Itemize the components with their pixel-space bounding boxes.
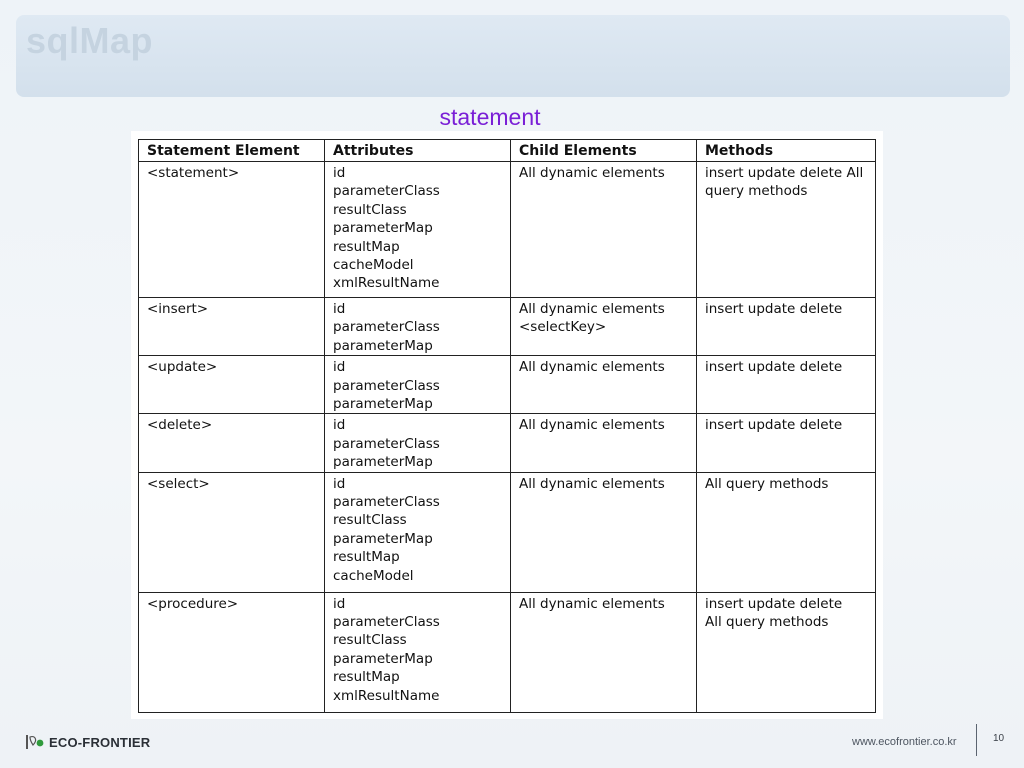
cell-line: resultClass bbox=[333, 512, 407, 529]
cell-line: id bbox=[333, 359, 346, 376]
statement-table-image bbox=[131, 131, 883, 719]
cell-line: parameterMap bbox=[333, 396, 433, 413]
header-methods: Methods bbox=[697, 140, 876, 162]
cell-methods bbox=[697, 356, 876, 414]
cell-line: insert update delete bbox=[705, 595, 843, 612]
cell-line: resultMap bbox=[333, 549, 400, 566]
table-row bbox=[139, 472, 876, 592]
cell-line: insert update delete All bbox=[705, 165, 864, 181]
cell-line: resultMap bbox=[333, 238, 400, 255]
cell-line: parameterMap bbox=[333, 337, 433, 354]
cell-statement-element: <procedure> bbox=[139, 592, 325, 712]
cell-methods bbox=[697, 162, 876, 298]
cell-line: insert update delete bbox=[705, 359, 843, 376]
slide-title: sqlMap bbox=[26, 20, 154, 61]
cell-attributes bbox=[325, 472, 511, 592]
cell-line: parameterClass bbox=[333, 494, 440, 511]
cell-attributes bbox=[325, 592, 511, 712]
cell-child-elements bbox=[511, 298, 697, 356]
cell-line: All dynamic elements bbox=[519, 595, 665, 612]
cell-line: parameterMap bbox=[333, 650, 433, 667]
cell-attributes bbox=[325, 414, 511, 472]
cell-line: All query methods bbox=[705, 475, 829, 492]
cell-line: parameterMap bbox=[333, 220, 433, 237]
cell-child-elements bbox=[511, 472, 697, 592]
cell-statement-element: <insert> bbox=[139, 298, 325, 356]
header-statement-element: Statement Element bbox=[139, 140, 325, 162]
logo-text: ECO-FRONTIER bbox=[49, 734, 151, 750]
cell-line: id bbox=[333, 301, 346, 317]
cell-attributes bbox=[325, 356, 511, 414]
cell-statement-element: <delete> bbox=[139, 414, 325, 472]
cell-line: parameterMap bbox=[333, 530, 433, 547]
cell-line: All dynamic elements bbox=[519, 165, 665, 181]
table-header-row bbox=[139, 140, 876, 162]
cell-line: insert update delete bbox=[705, 417, 843, 434]
table-row bbox=[139, 414, 876, 472]
cell-line: parameterClass bbox=[333, 377, 440, 394]
cell-line: resultMap bbox=[333, 669, 400, 686]
cell-attributes bbox=[325, 298, 511, 356]
cell-statement-element: <update> bbox=[139, 356, 325, 414]
footer-divider bbox=[976, 724, 977, 756]
cell-attributes bbox=[325, 162, 511, 298]
header-child-elements: Child Elements bbox=[511, 140, 697, 162]
eco-leaf-icon bbox=[24, 733, 46, 751]
table-row bbox=[139, 356, 876, 414]
cell-child-elements bbox=[511, 414, 697, 472]
cell-line: All dynamic elements bbox=[519, 417, 665, 434]
cell-methods bbox=[697, 414, 876, 472]
page-number: 10 bbox=[993, 733, 1005, 744]
cell-line: id bbox=[333, 595, 346, 612]
cell-line: query methods bbox=[705, 183, 808, 200]
table-row bbox=[139, 592, 876, 712]
header-attributes: Attributes bbox=[325, 140, 511, 162]
cell-line: parameterClass bbox=[333, 614, 440, 631]
table-row bbox=[139, 298, 876, 356]
cell-line: id bbox=[333, 475, 346, 492]
cell-line: id bbox=[333, 165, 346, 181]
cell-line: parameterMap bbox=[333, 454, 433, 471]
cell-line: cacheModel bbox=[333, 567, 414, 584]
table-row bbox=[139, 162, 876, 298]
cell-child-elements bbox=[511, 592, 697, 712]
cell-line: parameterClass bbox=[333, 319, 440, 336]
cell-child-elements bbox=[511, 162, 697, 298]
slide-subtitle: statement bbox=[439, 104, 541, 130]
table-body bbox=[139, 162, 876, 713]
cell-line: insert update delete bbox=[705, 301, 843, 317]
cell-methods bbox=[697, 592, 876, 712]
cell-methods bbox=[697, 298, 876, 356]
cell-line: resultClass bbox=[333, 632, 407, 649]
cell-line: All dynamic elements bbox=[519, 301, 665, 317]
cell-line: <selectKey> bbox=[519, 319, 607, 336]
cell-line: resultClass bbox=[333, 201, 407, 218]
company-logo bbox=[24, 732, 150, 752]
title-bar bbox=[16, 15, 1010, 97]
cell-child-elements bbox=[511, 356, 697, 414]
cell-line: cacheModel bbox=[333, 257, 414, 274]
cell-line: id bbox=[333, 417, 346, 434]
cell-methods bbox=[697, 472, 876, 592]
cell-line: All query methods bbox=[705, 614, 829, 631]
cell-statement-element: <statement> bbox=[139, 162, 325, 298]
cell-line: xmlResultName bbox=[333, 275, 440, 292]
cell-line: parameterClass bbox=[333, 183, 440, 200]
cell-statement-element: <select> bbox=[139, 472, 325, 592]
cell-line: xmlResultName bbox=[333, 687, 440, 704]
statement-table bbox=[138, 139, 876, 713]
cell-line: parameterClass bbox=[333, 435, 440, 452]
cell-line: All dynamic elements bbox=[519, 475, 665, 492]
footer-url: www.ecofrontier.co.kr bbox=[852, 736, 957, 748]
cell-line: All dynamic elements bbox=[519, 359, 665, 376]
